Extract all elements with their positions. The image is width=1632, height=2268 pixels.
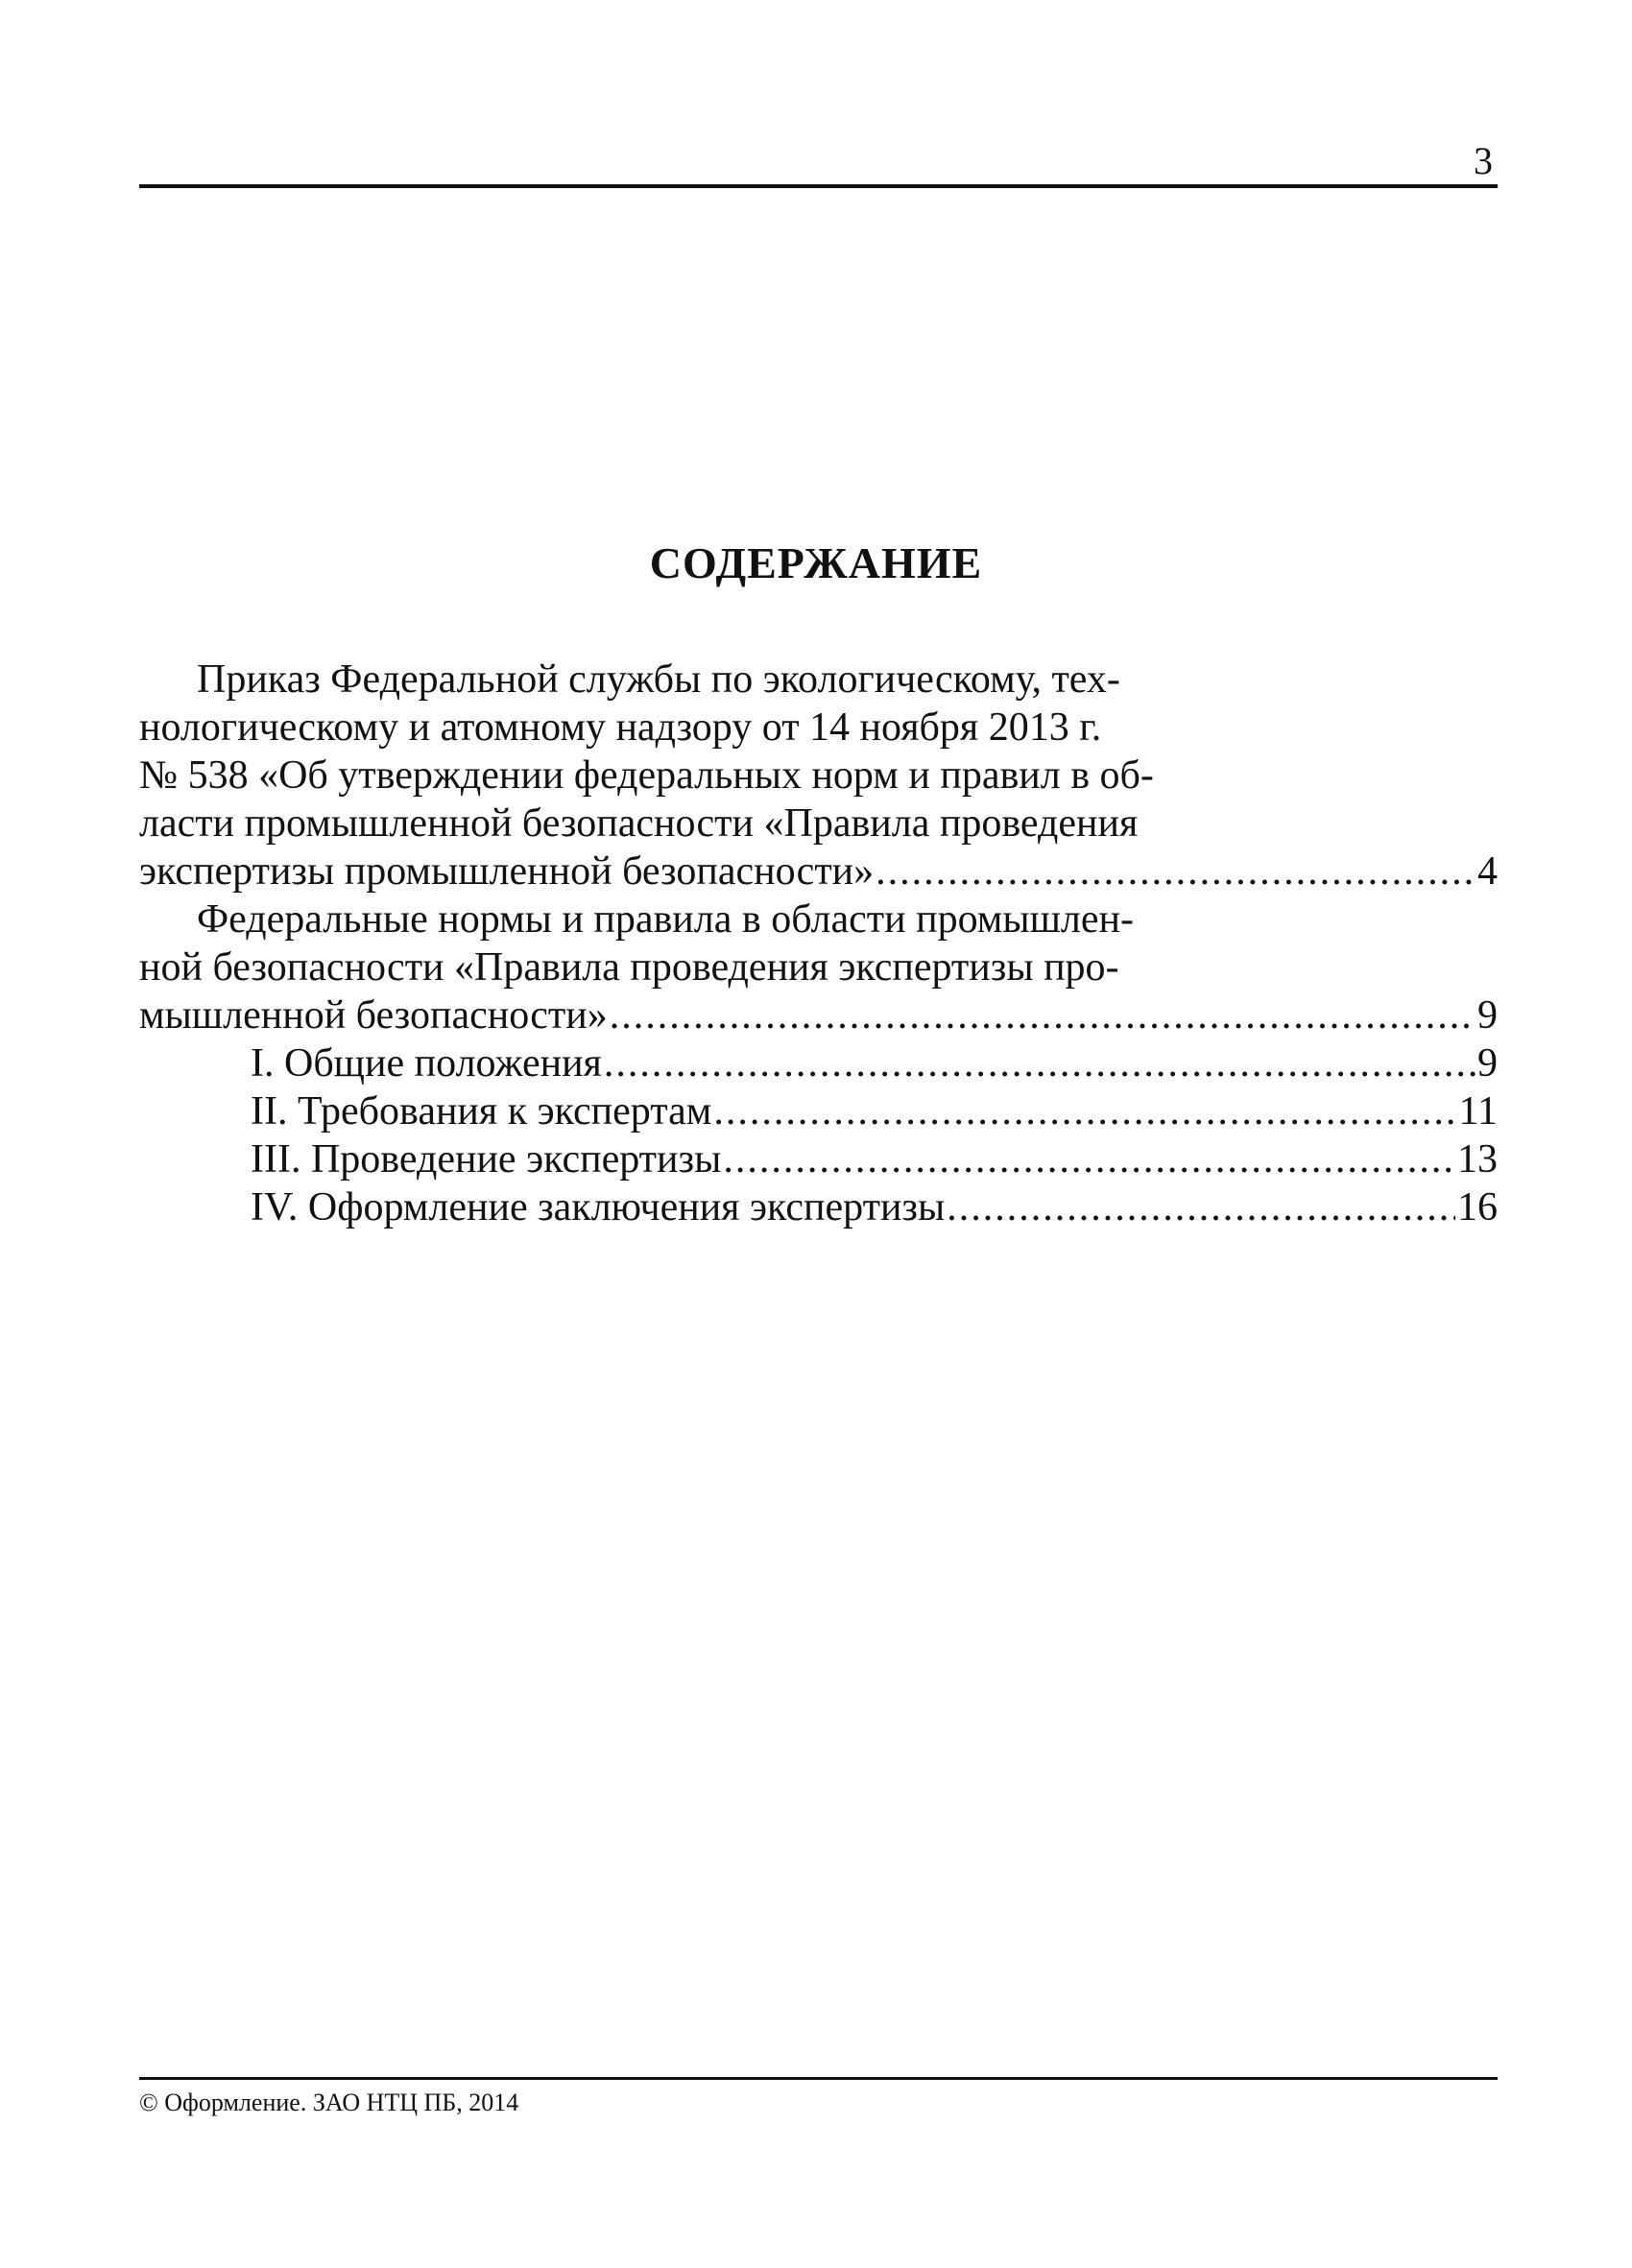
dot-leader [723, 1135, 1455, 1183]
toc-entry-text-line: Федеральные нормы и правила в области промышлен- [197, 897, 1134, 942]
toc-entry-text-line: Приказ Федеральной службы по экологическому, тех- [197, 657, 1120, 702]
toc-entry-text-line: экспертизы промышленной безопасности» [139, 849, 875, 894]
toc-entry-text-line: нологическому и атомному надзору от 14 ноября 2013 г. [139, 705, 1102, 750]
toc-entry-label: III. Проведение экспертизы [251, 1137, 722, 1182]
toc-entry-section-3[interactable] [139, 1135, 1498, 1183]
toc-leader-line [139, 991, 1498, 1039]
toc-entry-text-line: № 538 «Об утверждении федеральных норм и правил в об- [139, 753, 1154, 798]
footer-copyright: © Оформление. ЗАО НТЦ ПБ, 2014 [139, 2089, 519, 2116]
header-rule [139, 184, 1498, 188]
toc-entry-text-line: ной безопасности «Правила проведения экспертизы про- [139, 945, 1119, 990]
toc-page-number: 4 [1477, 849, 1498, 894]
toc-leader-line [139, 848, 1498, 895]
footer-rule [139, 2077, 1498, 2080]
dot-leader [947, 1183, 1455, 1231]
toc-entry-section-4[interactable] [139, 1183, 1498, 1231]
toc-entry-label: I. Общие положения [251, 1041, 602, 1086]
toc-entry-section-1[interactable] [139, 1039, 1498, 1087]
toc-entry-section-2[interactable] [139, 1087, 1498, 1135]
toc-entry-label: II. Требования к экспертам [251, 1089, 712, 1134]
toc-entry-label: IV. Оформление заключения экспертизы [251, 1185, 946, 1229]
dot-leader [610, 991, 1476, 1039]
toc-page-number: 9 [1477, 1041, 1498, 1086]
toc-entry-order[interactable] [139, 656, 1498, 895]
toc-page-number: 13 [1457, 1137, 1498, 1182]
toc-page-number: 9 [1477, 993, 1498, 1038]
toc-entry-federal-norms[interactable] [139, 895, 1498, 1039]
table-of-contents [139, 656, 1498, 1231]
toc-page-number: 16 [1457, 1185, 1498, 1229]
toc-entry-text-line: ласти промышленной безопасности «Правила проведения [139, 801, 1139, 846]
dot-leader [876, 848, 1476, 895]
page-number: 3 [1474, 139, 1493, 182]
toc-page-number: 11 [1458, 1089, 1498, 1134]
toc-entry-text-line: мышленной безопасности» [139, 993, 608, 1038]
toc-title: СОДЕРЖАНИЕ [649, 538, 983, 587]
dot-leader [713, 1087, 1456, 1135]
dot-leader [604, 1039, 1476, 1087]
